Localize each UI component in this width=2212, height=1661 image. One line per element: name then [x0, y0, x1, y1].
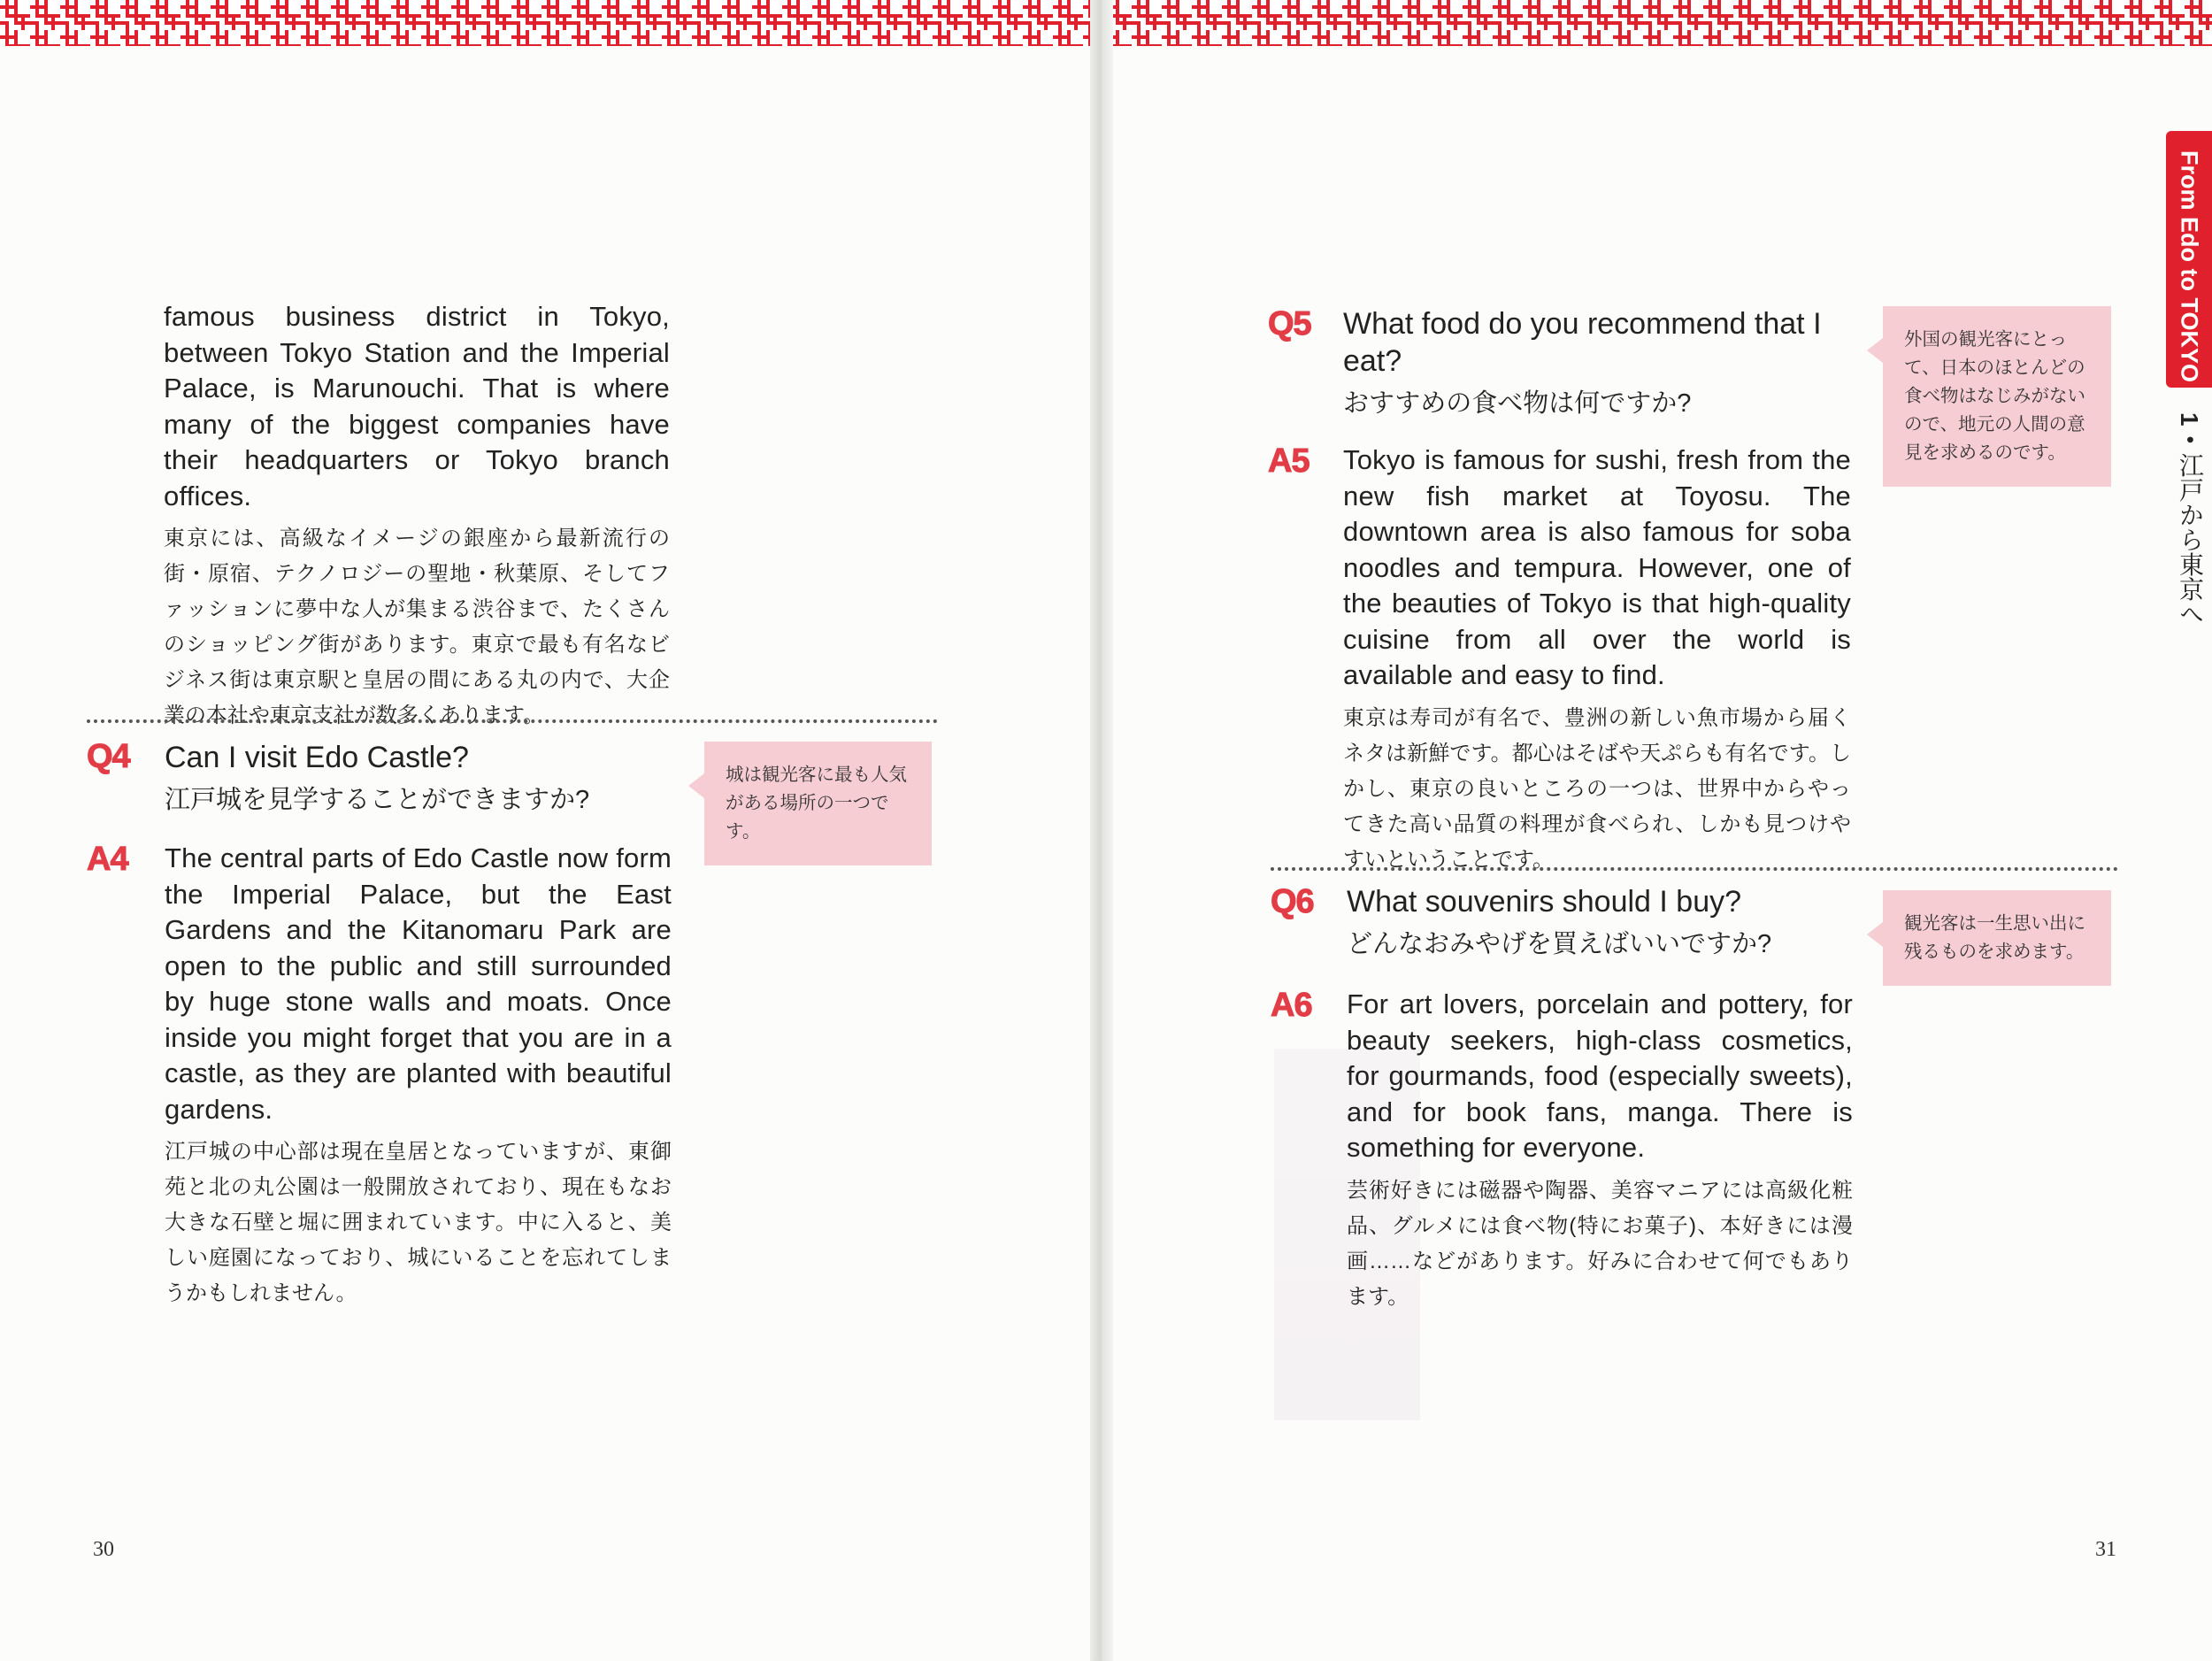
- a4-label: A4: [87, 841, 128, 878]
- q6-question: [1347, 883, 1860, 963]
- q6-label: Q6: [1271, 883, 1314, 920]
- decorative-pattern-band: [0, 0, 1102, 46]
- q4-side-note: 城は観光客に最も人気がある場所の一つです。: [704, 742, 932, 865]
- a5-label: A5: [1268, 442, 1310, 480]
- side-tab-label: From Edo to TOKYO: [2176, 150, 2203, 382]
- section-divider: [87, 719, 938, 723]
- left-page: [0, 0, 1102, 1661]
- q6-side-note: 観光客は一生思い出に残るものを求めます。: [1883, 890, 2111, 986]
- a6-answer-block: [1347, 987, 1853, 1315]
- section-divider: [1271, 867, 2118, 871]
- q6-question-japanese: どんなおみやげを買えばいいですか?: [1347, 930, 1772, 958]
- decorative-pattern-band: [1102, 0, 2212, 46]
- q6-question-english: What souvenirs should I buy?: [1347, 885, 1742, 919]
- page-number-left: 30: [93, 1538, 114, 1561]
- chapter-side-tab: [2166, 131, 2212, 388]
- q5-label: Q5: [1268, 305, 1311, 342]
- chapter-heading: [2175, 412, 2207, 626]
- a5-answer-japanese: 東京は寿司が有名で、豊洲の新しい魚市場から届くネタは新鮮です。都心はそばや天ぷらも有名です。しかし、東京の良いところの一つは、世界中からやってきた高い品質の料理が食べられ、しかも見つけやすいということです。: [1343, 705, 1851, 872]
- a4-answer-english: The central parts of Edo Castle now form the Imperial Palace, but the East Gardens and the Kitanomaru Park are open to the public and still surrounded by huge stone walls and moats. Once inside you might forget that you are in a castle, as they are planted with beautiful gardens.: [165, 842, 672, 1125]
- book-gutter: [1090, 0, 1113, 1661]
- a6-answer-japanese: 芸術好きには磁器や陶器、美容マニアには高級化粧品、グルメには食べ物(特にお菓子)、本好きには漫画……などがあります。好みに合わせて何でもあります。: [1347, 1178, 1853, 1309]
- page-number-right: 31: [2095, 1538, 2116, 1561]
- a4-answer-japanese: 江戸城の中心部は現在皇居となっていますが、東御苑と北の丸公園は一般開放されており、現在もなお大きな石壁と堀に囲まれています。中に入ると、美しい庭園になっており、城にいることを忘れてしまうかもしれません。: [165, 1140, 672, 1305]
- a6-answer-english: For art lovers, porcelain and pottery, for beauty seekers, high-class cosmetics, for gourmands, food (especially sweets), and for book fans, manga. There is something for everyone.: [1347, 988, 1853, 1163]
- a5-answer-english: Tokyo is famous for sushi, fresh from the new fish market at Toyosu. The downtown area is also famous for soba noodles and tempura. However, one of the beauties of Tokyo is that high-quality cuisine from all over the world is available and easy to find.: [1343, 444, 1851, 690]
- q4-question-english: Can I visit Edo Castle?: [165, 741, 469, 774]
- intro-text-block: [164, 299, 670, 734]
- chapter-number: 1: [2176, 412, 2203, 427]
- a6-label: A6: [1271, 987, 1312, 1024]
- q5-question-english: What food do you recommend that I eat?: [1343, 307, 1822, 378]
- a4-answer-block: [165, 841, 672, 1311]
- q4-label: Q4: [87, 738, 130, 775]
- chapter-title: 江戸から東京へ: [2176, 452, 2203, 627]
- a5-answer-block: [1343, 442, 1851, 878]
- q5-side-note: 外国の観光客にとって、日本のほとんどの食べ物はなじみがないので、地元の人間の意見を求めるのです。: [1883, 306, 2111, 487]
- q5-question: [1343, 305, 1856, 422]
- q5-question-japanese: おすすめの食べ物は何ですか?: [1343, 389, 1692, 418]
- intro-japanese-text: 東京には、高級なイメージの銀座から最新流行の街・原宿、テクノロジーの聖地・秋葉原、そしてファッションに夢中な人が集まる渋谷まで、たくさんのショッピング街があります。東京で最も有名なビジネス街は東京駅と皇居の間にある丸の内で、大企業の本社や東京支社が数多くあります。: [164, 527, 670, 727]
- chapter-bullet-icon: •: [2176, 434, 2203, 444]
- intro-english-text: famous business district in Tokyo, between Tokyo Station and the Imperial Palace, is Marunouchi. That is where many of the biggest companies have their headquarters or Tokyo branch offices.: [164, 301, 670, 511]
- q4-question: [165, 739, 660, 819]
- q4-question-japanese: 江戸城を見学することができますか?: [165, 786, 590, 814]
